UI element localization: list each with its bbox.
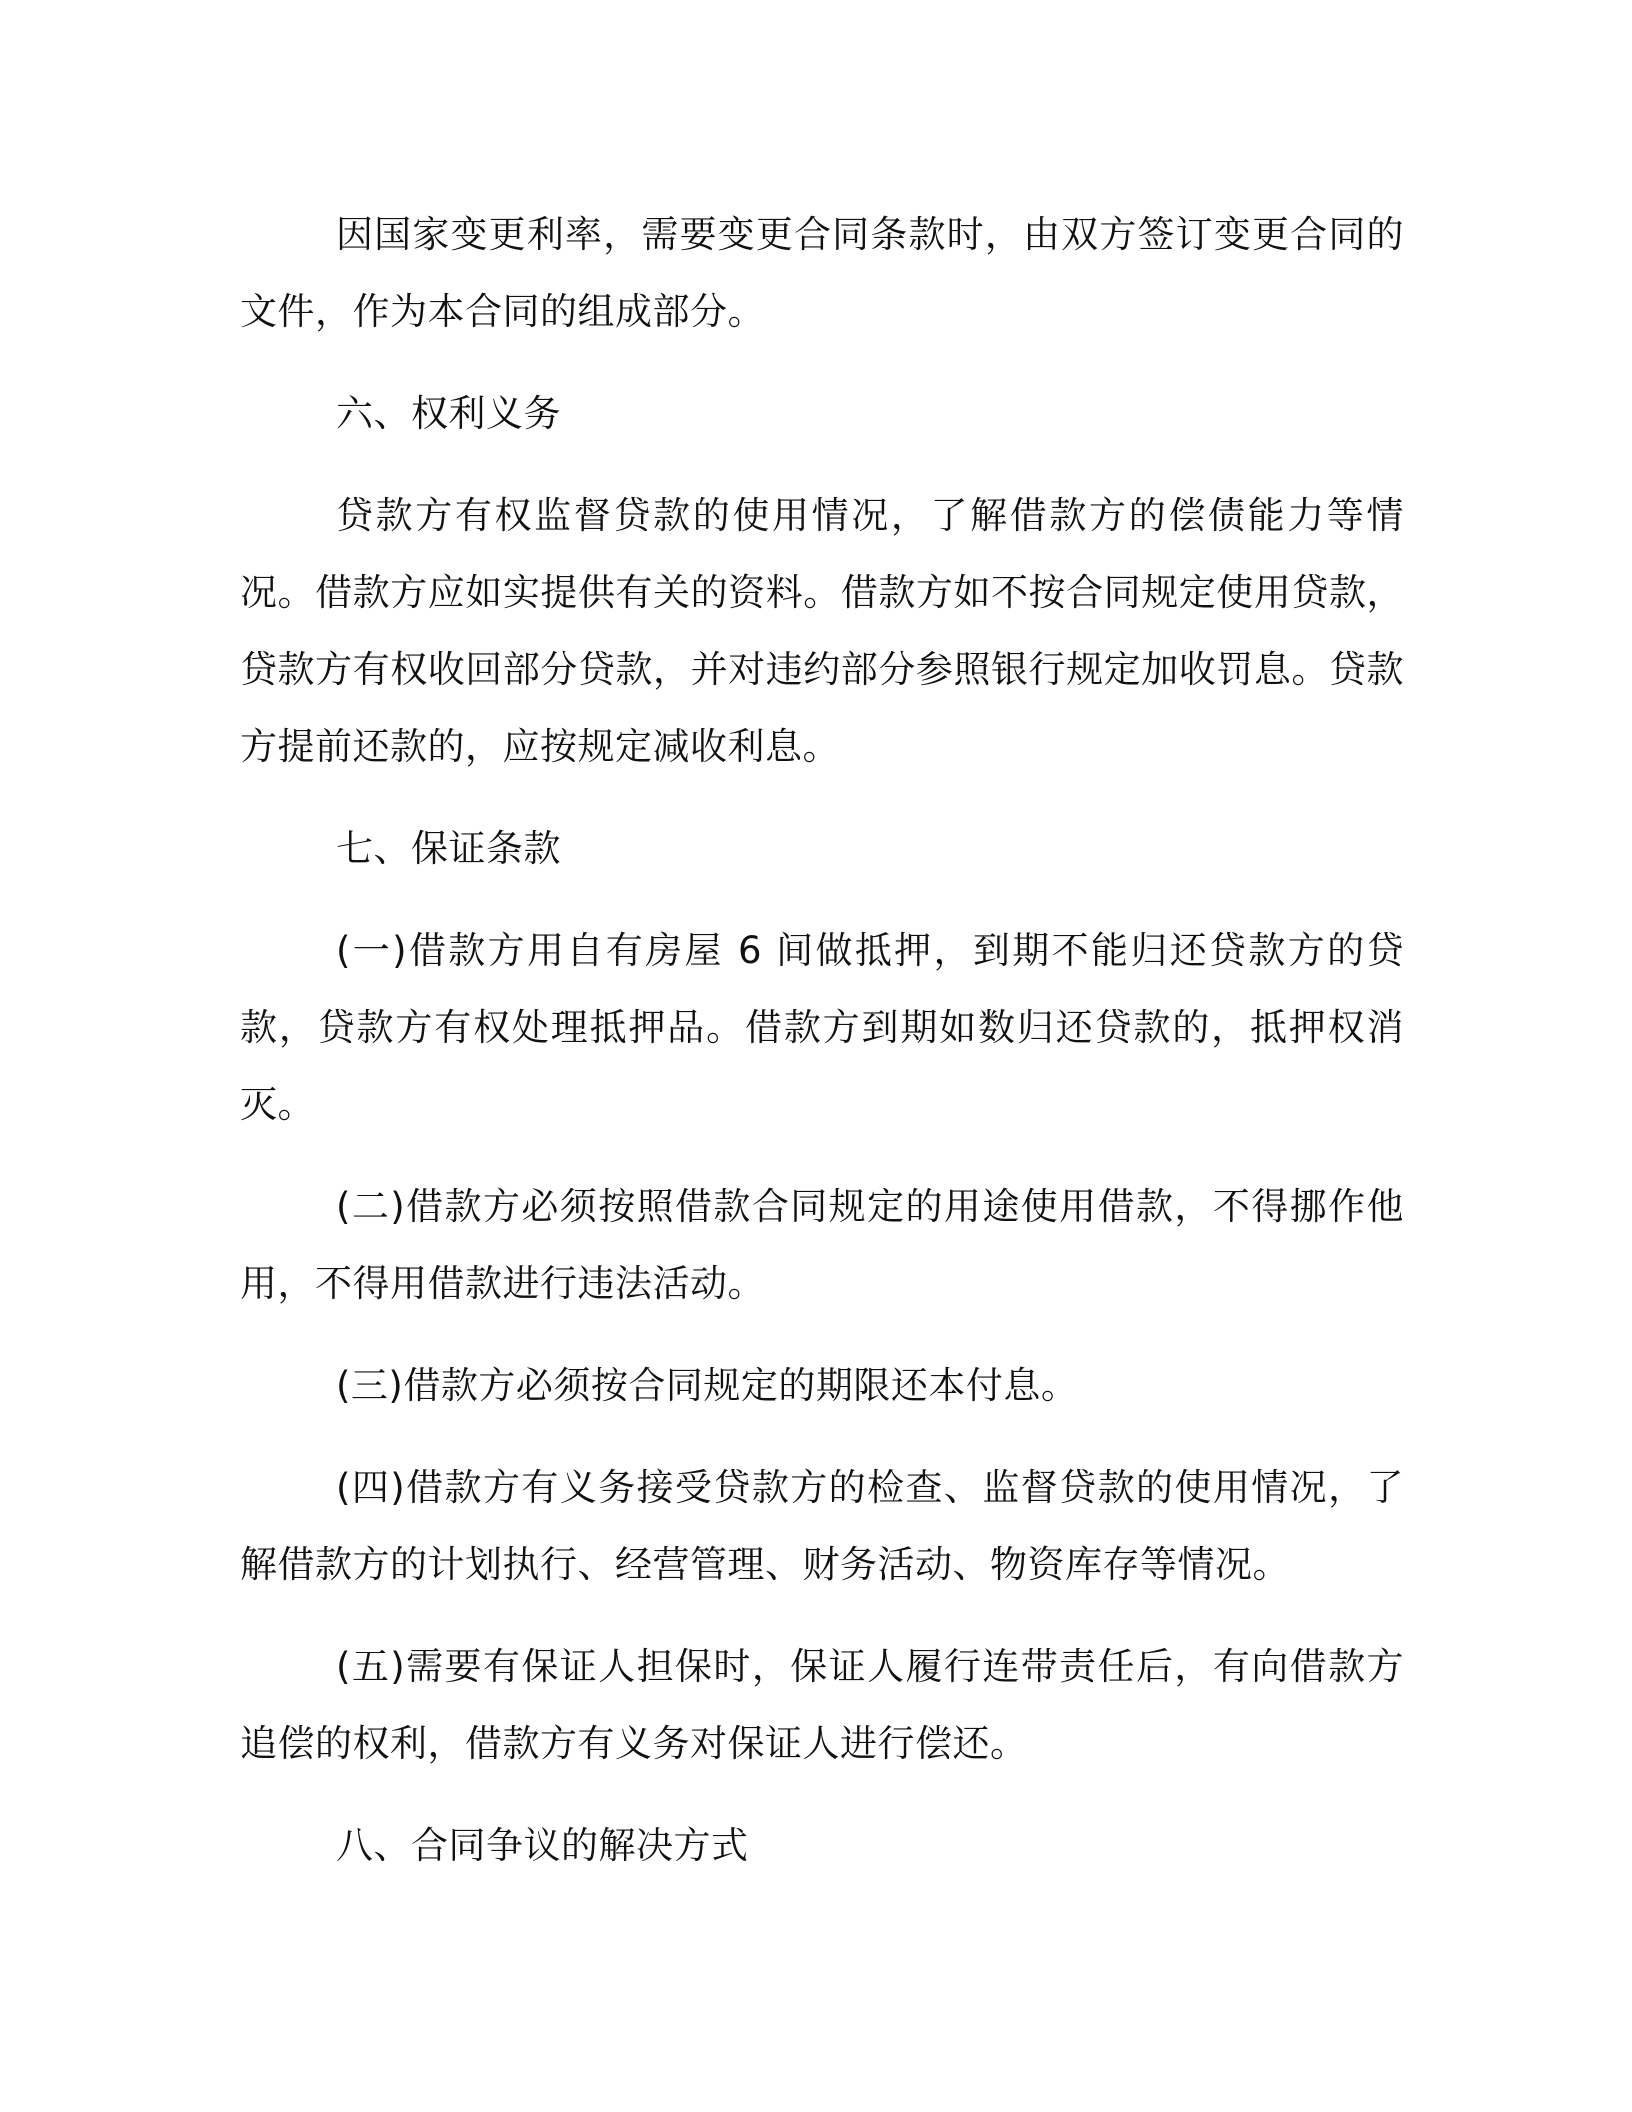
section-heading-guarantee-terms: 七、保证条款: [336, 827, 561, 870]
paragraph-gap: [240, 350, 1404, 375]
paragraph-gap: [240, 1782, 1404, 1807]
paragraph-gap: [240, 1424, 1404, 1449]
paragraph-gap: [240, 1603, 1404, 1628]
paragraph-rate-change: 因国家变更利率，需要变更合同条款时，由双方签订变更合同的文件，作为本合同的组成部分。: [240, 213, 1404, 333]
document-body: [240, 196, 1404, 1884]
paragraph-gap: [240, 887, 1404, 912]
guarantee-clause-4: (四)借款方有义务接受贷款方的检查、监督贷款的使用情况，了解借款方的计划执行、经营管理、财务活动、物资库存等情况。: [240, 1466, 1404, 1586]
guarantee-clause-2: (二)借款方必须按照借款合同规定的用途使用借款，不得挪作他用，不得用借款进行违法活动。: [240, 1185, 1404, 1305]
section-heading-dispute-resolution: 八、合同争议的解决方式: [336, 1824, 749, 1867]
section-heading-rights-obligations: 六、权利义务: [336, 392, 561, 435]
paragraph-rights-obligations: 贷款方有权监督贷款的使用情况，了解借款方的偿债能力等情况。借款方应如实提供有关的资料。借款方如不按合同规定使用贷款，贷款方有权收回部分贷款，并对违约部分参照银行规定加收罚息。贷款方提前还款的，应按规定减收利息。: [240, 494, 1404, 768]
guarantee-clause-3: (三)借款方必须按合同规定的期限还本付息。: [336, 1364, 1079, 1407]
paragraph-gap: [240, 452, 1404, 477]
paragraph-gap: [240, 1143, 1404, 1168]
paragraph-gap: [240, 1322, 1404, 1347]
guarantee-clause-1: (一)借款方用自有房屋 6 间做抵押，到期不能归还贷款方的贷款，贷款方有权处理抵押品。借款方到期如数归还贷款的，抵押权消灭。: [240, 929, 1404, 1126]
guarantee-clause-5: (五)需要有保证人担保时，保证人履行连带责任后，有向借款方追偿的权利，借款方有义务对保证人进行偿还。: [240, 1645, 1404, 1765]
paragraph-gap: [240, 785, 1404, 810]
